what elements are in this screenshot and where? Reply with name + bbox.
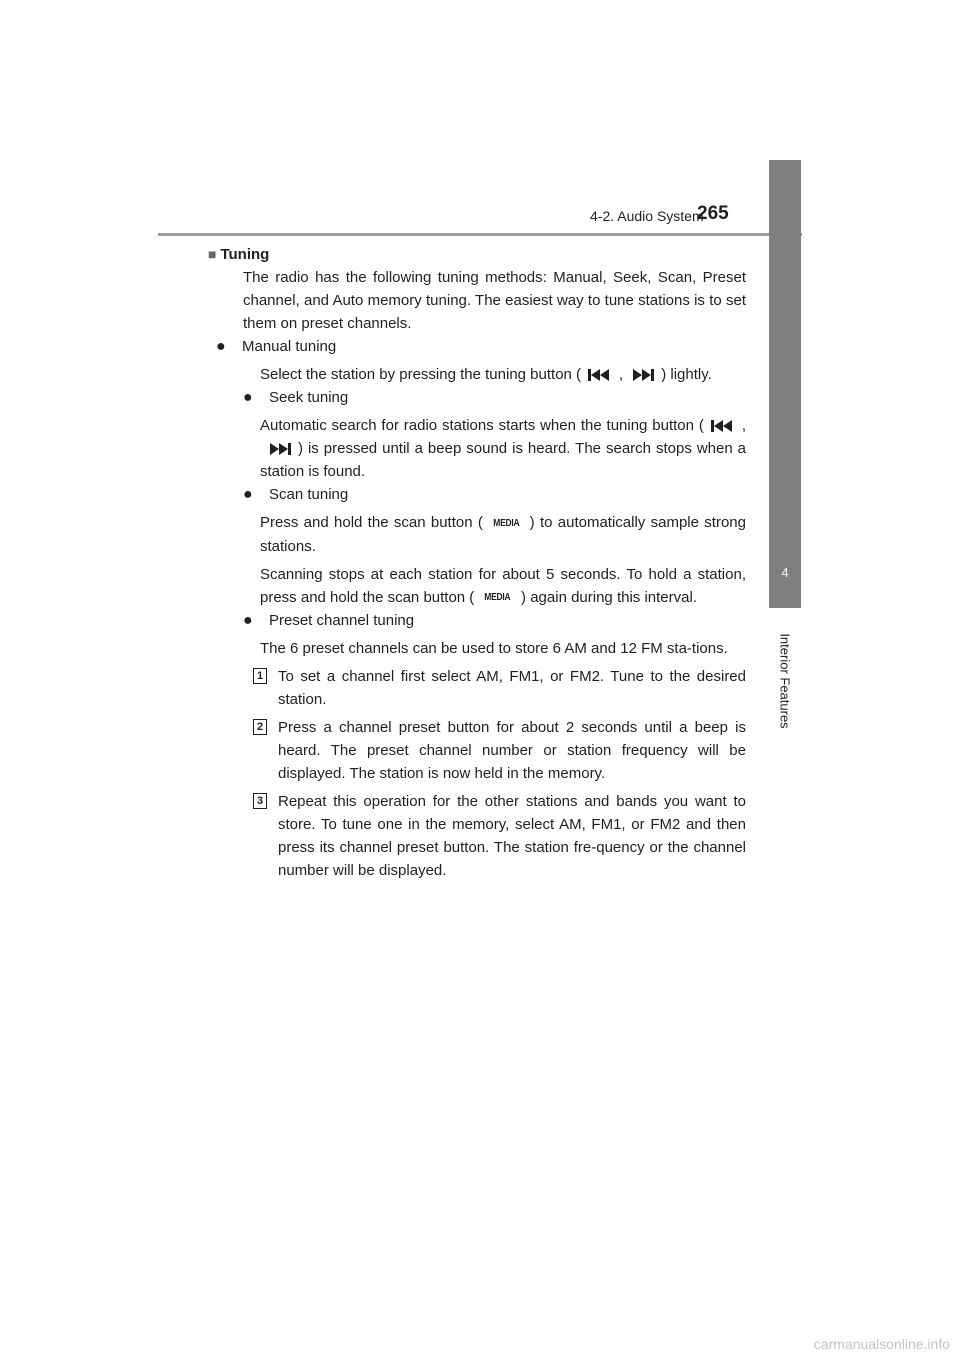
step-3: 3 Repeat this operation for the other stations and bands you want to store. To tune one in the memory, select AM, FM1, or FM2 and then press its channel preset button. The station fre-quency or the channel number will be displayed.: [216, 790, 746, 882]
page-number: 265: [697, 203, 729, 224]
chapter-tab-number: 4: [781, 565, 789, 580]
header-divider: [158, 233, 802, 236]
page-content: [208, 243, 746, 882]
bullet-preset-tuning: ● Preset channel tuning: [216, 609, 746, 632]
scan-tuning-text: Press and hold the scan button ( MEDIA ) to automatically sample strong stations. Scanning stops at each station for about 5 seconds. To hold a station, press and hold the scan button ( MEDIA ) again during this interval.: [216, 511, 746, 609]
bullet-manual-tuning: ● Manual tuning: [189, 335, 746, 358]
preset-tuning-intro: The 6 preset channels can be used to store 6 AM and 12 FM sta-tions.: [260, 640, 728, 658]
bullet-scan-tuning: ● Scan tuning: [216, 483, 746, 506]
circle-bullet-icon: ●: [243, 612, 253, 630]
step-number-box: 3: [253, 793, 267, 809]
seek-tuning-text: Automatic search for radio stations starts when the tuning button ( ,) is pressed until a beep sound is heard. The search stops when a station is found.: [260, 417, 746, 480]
circle-bullet-icon: ●: [243, 486, 253, 503]
tuning-intro: The radio has the following tuning methods: Manual, Seek, Scan, Preset channel, and Auto memory tuning. The easiest way to tune stations is to set them on preset channels.: [243, 269, 746, 332]
circle-bullet-icon: ●: [243, 389, 253, 406]
circle-bullet-icon: ●: [216, 338, 226, 355]
media-button-icon: MEDIA: [493, 517, 520, 529]
bullet-seek-tuning: ● Seek tuning: [216, 386, 746, 409]
seek-back-icon: [710, 418, 736, 434]
media-button-icon: MEDIA: [484, 592, 511, 604]
step-number-box: 2: [253, 719, 267, 735]
watermark: carmanualsonline.info: [813, 1336, 950, 1352]
step-number-box: 1: [253, 668, 267, 684]
chapter-tab-label: Interior Features: [777, 633, 793, 729]
seek-forward-icon: [629, 367, 655, 383]
manual-tuning-text: Select the station by pressing the tuning button ( , ) lightly.: [260, 366, 712, 383]
step-1: 1 To set a channel first select AM, FM1, or FM2. Tune to the desired station.: [216, 665, 746, 711]
seek-forward-icon: [266, 441, 292, 457]
section-heading-tuning: ■ Tuning: [208, 243, 746, 266]
seek-back-icon: [587, 367, 613, 383]
chapter-tab: [769, 160, 801, 608]
step-2: 2 Press a channel preset button for about 2 seconds until a beep is heard. The preset channel number or station frequency will be displayed. The station is now held in the memory.: [216, 716, 746, 785]
header-section-title: 4-2. Audio System: [590, 208, 704, 224]
square-bullet-icon: ■: [208, 246, 217, 262]
